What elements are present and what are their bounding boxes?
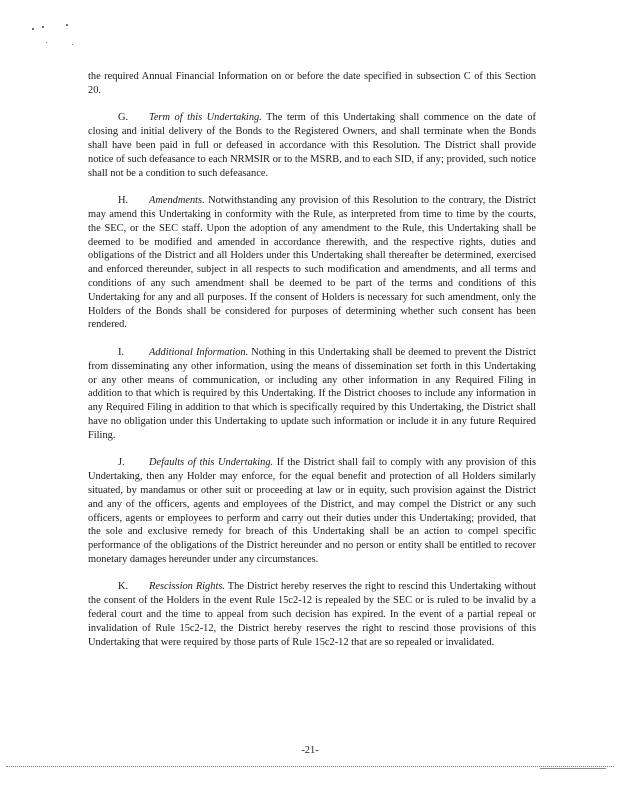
page-number: -21- <box>301 745 319 756</box>
section-h-paragraph <box>88 194 536 332</box>
section-body: If the District shall fail to comply with any provision of this Undertaking, then any Holder may enforce, for the equal benefit and protection of all Holders similarly situated, by mandamus or other suit or proceeding at law or in equity, such provision against the District and any of the officers, agents and employees of the District, and may compel the District or any such officers, agents or employees to perform and carry out their duties under this Undertaking; provided, that the sole and exclusive remedy for breach of this Undertaking shall be an action to compel specific performance of the obligations of the District hereunder and no person or entity shall be entitled to recover monetary damages hereunder under any circumstances. <box>88 457 537 565</box>
section-i-paragraph <box>88 346 536 443</box>
footer-divider-right <box>540 768 606 769</box>
section-body: The term of this Undertaking shall commence on the date of closing and initial delivery of the Bonds to the Registered Owners, and shall terminate when the Bonds shall have been paid in full or defeased in accordance with this Resolution. The District shall provide notice of such defeasance to each NRMSIR or to the MSRB, and to each SID, if any; provided, such notice shall not be a condition to such defeasance. <box>88 112 536 179</box>
section-letter: G. <box>118 112 129 124</box>
section-heading: Defaults of this Undertaking. <box>149 457 274 469</box>
continuation-paragraph: the required Annual Financial Information on or before the date specified in subsection C of this Section 20. <box>88 71 536 96</box>
section-j-paragraph <box>88 456 536 566</box>
section-letter: H. <box>118 195 129 207</box>
section-heading: Additional Information. <box>149 346 249 358</box>
section-letter: I. <box>118 346 125 358</box>
section-heading: Amendments. <box>149 195 205 207</box>
footer-divider <box>6 766 614 767</box>
section-body: The District hereby reserves the right to rescind this Undertaking without the consent of the Holders in the event Rule 15c2-12 is repealed by the SEC or is ruled to be invalid by a federal court and the time to appeal from such decision has expired. In the event of a partial repeal or invalidation of Rule 15c2-12, the District hereby reserves the right to rescind those provisions of this Undertaking that were required by those parts of Rule 15c2-12 that are so repealed or invalidated. <box>88 581 537 648</box>
scan-specks <box>32 20 92 60</box>
section-g-paragraph <box>88 111 536 180</box>
section-letter: J. <box>118 457 125 469</box>
section-k-paragraph <box>88 580 536 649</box>
section-heading: Term of this Undertaking. <box>149 112 262 124</box>
document-body <box>88 70 536 663</box>
section-body: Nothing in this Undertaking shall be deemed to prevent the District from disseminating any other information, using the means of dissemination set forth in this Undertaking or any other means of communication, or including any other information in any Required Filing in addition to that which is required by this Undertaking. If the District chooses to include any information in any Required Filing in addition to that which is specifically required by this Undertaking, the District shall have no obligation under this Undertaking to update such information or include it in any future Required Filing. <box>88 346 536 441</box>
section-body: Notwithstanding any provision of this Resolution to the contrary, the District may amend this Undertaking in conformity with the Rule, as interpreted from time to time by the courts, the SEC, or the SEC staff. Upon the adoption of any amendment to the Rule, this Undertaking shall be deemed to be modified and amended in accordance therewith, and the respective rights, duties and obligations of the District and all Holders under this Undertaking shall thereafter be determined, exercised and enforced thereunder, subject in all respects to such modification and amendments, and all terms and conditions of any such amendment shall be deemed to be part of the terms and conditions of this Undertaking for any and all purposes. If the consent of Holders is necessary for such amendment, only the Holders of the Bonds shall be considered for purposes of determining whether such consent has been rendered. <box>88 195 536 331</box>
section-heading: Rescission Rights. <box>149 581 225 593</box>
section-letter: K. <box>118 581 129 593</box>
